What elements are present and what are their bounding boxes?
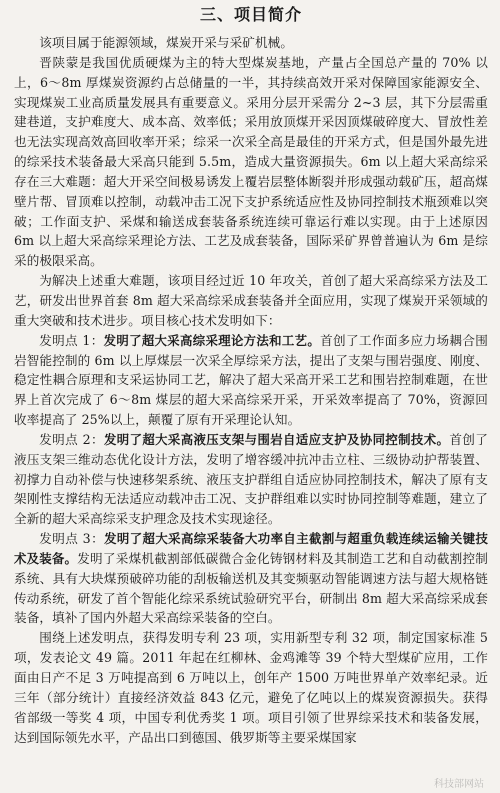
paragraph-domain: 该项目属于能源领域，煤炭开采与采矿机械。 xyxy=(39,35,294,50)
paragraph-background: 晋陕蒙是我国优质硬煤为主的特大型煤炭基地，产量占全国总产量的 70% 以上，6～8m 厚煤炭资源约占总储量的一半，其持续高效开采对保障国家能源安全、实现煤炭工业高质量发展具有重要意义。采用分层开采需分 2~3 层，其下分层需重建巷道，支护难度大、成本高、效率低；采用放顶煤开采因顶煤破碎度大、冒放性差也无法实现高效高回收率开采；综采一次采全高是最佳的开采方式，但是国外最先进的综采技术装备最大采高只能到 5.5m，造成大量资源损失。6m 以上超大采高综采存在三大难题：超大开采空间极易诱发上覆岩层整体断裂并形成强动载矿压，超高煤壁片帮、冒顶难以控制，动载冲击工况下支护系统适应性及协同控制技术瓶颈难以突破；工作面支护、采煤和输送成套装备系统连续可靠运行难以实现。由于上述原因 6m 以上超大采高综采理论方法、工艺及成套装备，国际采矿界曾普遍认为 6m 是综采的极限采高。 xyxy=(14,54,488,269)
invention-1-lead: 发明点 1： xyxy=(39,332,104,348)
paragraph-overview: 为解决上述重大难题，该项目经过近 10 年攻关，首创了超大采高综采方法及工艺，研发出世界首套 8m 超大采高综采成套装备并全面应用，实现了煤炭开采领域的重大突破和技术进步。项目核心技术发明如下： xyxy=(14,273,488,328)
invention-2-heading: 发明了超大采高液压支架与围岩自适应支护及协同控制技术。 xyxy=(103,431,450,447)
invention-1-heading: 发明了超大采高综采理论方法和工艺。 xyxy=(103,332,321,348)
paragraph-invention-3 xyxy=(14,529,488,628)
paragraph-results: 围绕上述发明点，获得发明专利 23 项，实用新型专利 32 项，制定国家标准 5 项，发表论文 49 篇。2011 年起在红柳林、金鸡滩等 39 个特大型煤矿应用，工作面由日产不足 3 万吨提高到 6 万吨以上，创年产 1500 万吨世界单产效率纪录。近三年（部分统计）直接经济效益 843 亿元，避免了亿吨以上的煤炭资源损失。获得省部级一等奖 4 项，中国专利优秀奖 1 项。项目引领了世界综采技术和装备发展，达到国际领先水平，产品出口到德国、俄罗斯等主要采煤国家 xyxy=(14,630,488,745)
invention-3-heading: 发明了超大采高综采装备大功率自主截割与超重负载连续运输关键技术及装备。 xyxy=(14,531,489,566)
paragraph-invention-2 xyxy=(14,430,488,529)
section-title: 三、项目简介 xyxy=(199,5,302,24)
invention-1-body: 首创了工作面多应力场耦合围岩智能控制的 6m 以上厚煤层一次采全厚综采方法，提出了支架与围岩强度、刚度、稳定性耦合原理和支采运协同工艺，解决了超大采高开采工艺和围岩控制难题，在世界上首次完成了 6～8m 煤层的超大采高综采开采，开采效率提高了 70%，资源回收率提高了 25%以上，颠覆了原有开采理论认知。 xyxy=(14,332,488,428)
invention-2-lead: 发明点 2： xyxy=(39,431,104,447)
invention-2-body: 首创了液压支架三维动态优化设计方法，发明了增容缓冲抗冲击立柱、三级协动护帮装置、初撑力自动补偿与快速移架系统、液压支护群组自适应协同控制技术，解决了原有支架刚性支撑结构无法适应动载冲击工况、支护群组难以实时协同控制等难题，建立了全新的超大采高综采支护理念及技术实现途径。 xyxy=(14,431,488,527)
paragraph-invention-1 xyxy=(14,331,488,430)
invention-3-lead: 发明点 3： xyxy=(39,531,105,547)
watermark: 科技部网站 xyxy=(434,779,484,790)
invention-3-body: 发明了采煤机截割部低碳微合金化铸钢材料及其制造工艺和自动截割控制系统、具有大块煤预破碎功能的刮板输送机及其变频驱动智能调速方法与超大规格链传动系统，研发了首个智能化综采系统试验研究平台，研制出 8m 超大采高综采成套装备，填补了国内外超大采高综采装备的空白。 xyxy=(14,550,489,626)
